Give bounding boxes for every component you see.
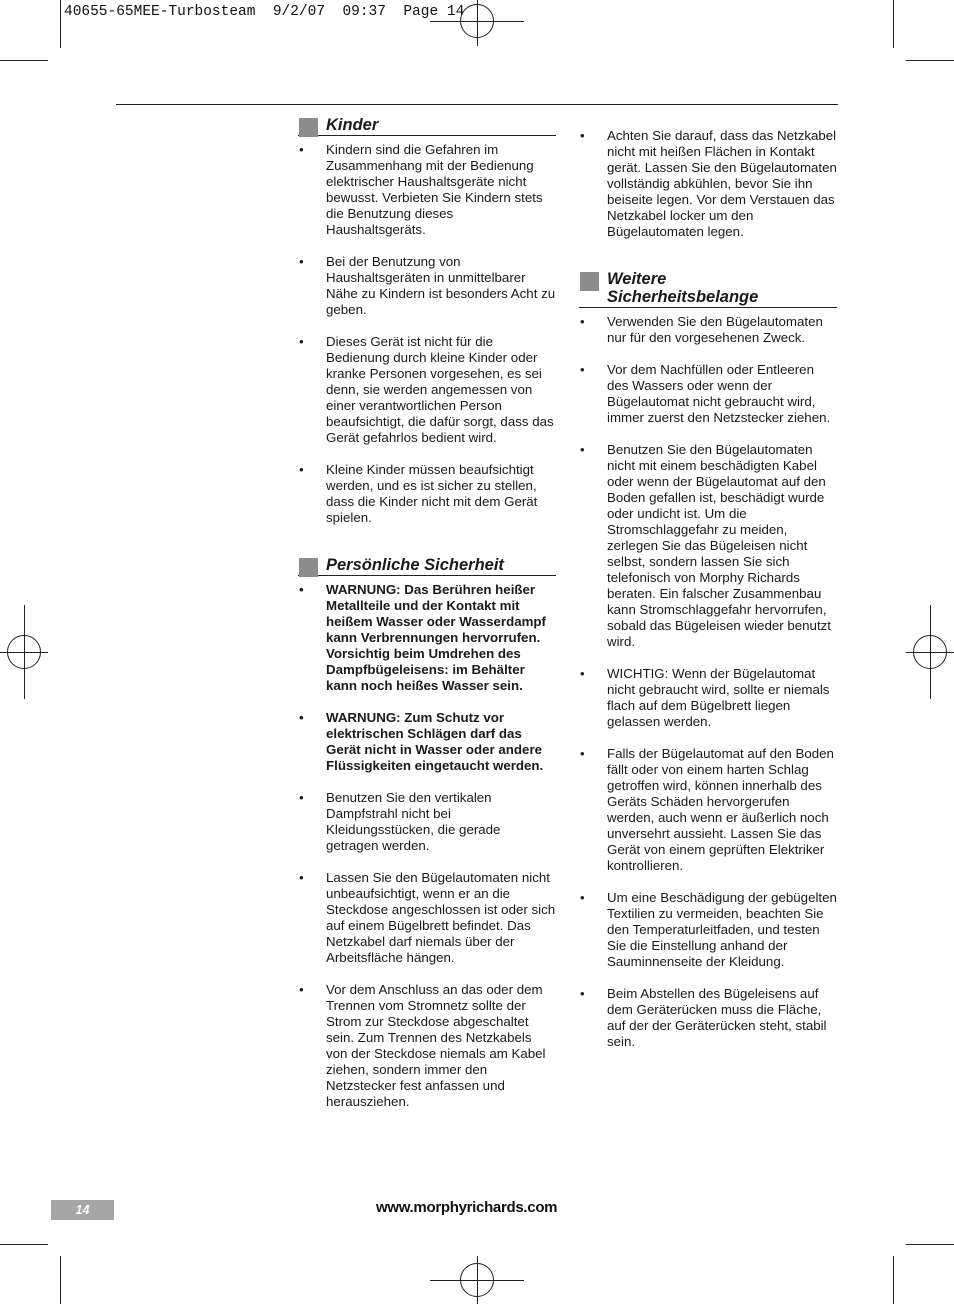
list-item: [298, 334, 556, 446]
item-text: Benutzen Sie den Bügelautomaten nicht mit einem beschädigten Kabel oder wenn der Bügelautomat auf den Boden gefallen ist, beschädigt wurde oder undicht ist. Um die Stromschlaggefahr zu meiden, zerlegen Sie das Bügeleisen nicht selbst, sondern lassen Sie sich telefonisch von Morphy Richards beraten. Ein falscher Zusammenbau kann Stromschlaggefahr hervorrufen, sobald das Bügeleisen wieder benutzt wird.: [607, 442, 831, 649]
crop-mark: [906, 1244, 954, 1245]
bullet-icon: •: [299, 790, 304, 805]
item-text: Achten Sie darauf, dass das Netzkabel nicht mit heißen Flächen in Kontakt gerät. Lassen Sie den Bügelautomaten vollständig abkühlen, bevor Sie ihn beiseite legen. Vor dem Verstauen das Netzkabel locker um den Bügelautomaten legen.: [607, 128, 837, 239]
list-item: [579, 362, 837, 426]
bullet-icon: •: [580, 362, 585, 377]
crop-mark: [60, 0, 61, 48]
item-text: Lassen Sie den Bügelautomaten nicht unbeaufsichtigt, wenn er an die Steckdose angeschlossen ist oder sich auf einem Bügelbrett befindet. Das Netzkabel darf niemals über der Arbeitsfläche hängen.: [326, 870, 556, 965]
item-text: Dieses Gerät ist nicht für die Bedienung durch kleine Kinder oder kranke Personen vorgesehen, es sei denn, sie werden angemessen von einer verantwortlichen Person beaufsichtigt, die dafür sorgt, dass das Gerät gefahrlos bedient wird.: [326, 334, 554, 445]
crop-mark: [893, 0, 894, 48]
section-heading-kinder: [298, 116, 556, 136]
item-text: Vor dem Anschluss an das oder dem Trennen vom Stromnetz sollte der Strom zur Steckdose abgeschaltet sein. Zum Trennen des Netzkabels von der Steckdose niemals am Kabel ziehen, sondern immer den Netzstecker fest anfassen und herausziehen.: [326, 982, 546, 1109]
website-url: www.morphyrichards.com: [376, 1199, 558, 1216]
list-item: [579, 890, 837, 970]
crop-mark: [0, 60, 48, 61]
item-text: WARNUNG: Zum Schutz vor elektrischen Schlägen darf das Gerät nicht in Wasser oder andere Flüssigkeiten eingetaucht werden.: [326, 710, 544, 773]
bullet-icon: •: [580, 986, 585, 1001]
list-item: [579, 746, 837, 874]
list-item: [298, 982, 556, 1110]
bullet-icon: •: [299, 582, 304, 597]
bullet-icon: •: [299, 462, 304, 477]
warning-item: [298, 582, 556, 694]
bullet-icon: •: [299, 982, 304, 997]
heading-text: Kinder: [326, 116, 379, 134]
bullet-icon: •: [299, 870, 304, 885]
registration-line: [477, 0, 478, 46]
bullet-icon: •: [580, 746, 585, 761]
list-item: [298, 254, 556, 318]
list-item: [579, 666, 837, 730]
item-text: Benutzen Sie den vertikalen Dampfstrahl nicht bei Kleidungsstücken, die gerade getragen werden.: [326, 790, 501, 853]
registration-line: [477, 1256, 478, 1304]
crop-mark: [0, 1244, 48, 1245]
list-item: [579, 128, 837, 240]
crop-mark: [893, 1256, 894, 1304]
left-column: [298, 116, 556, 1110]
bullet-icon: •: [580, 442, 585, 457]
list-item: [579, 314, 837, 346]
item-text: WICHTIG: Wenn der Bügelautomat nicht gebraucht wird, sollte er niemals flach auf dem Bügelbrett liegen gelassen werden.: [607, 666, 830, 729]
heading-marker: [299, 558, 318, 577]
bullet-icon: •: [580, 314, 585, 329]
page-number: 14: [51, 1200, 114, 1220]
section-heading-weitere-sicherheitsbelange: [579, 270, 837, 308]
bullet-icon: •: [299, 710, 304, 725]
crop-mark: [60, 1256, 61, 1304]
list-item: [298, 790, 556, 854]
heading-marker: [299, 118, 318, 137]
warning-item: [298, 710, 556, 774]
item-text: WARNUNG: Das Berühren heißer Metallteile und der Kontakt mit heißem Wasser oder Wasserdampf kann Verbrennungen hervorrufen. Vorsichtig beim Umdrehen des Dampfbügeleisens: im Behälter kann noch heißes Wasser sein.: [326, 582, 546, 693]
item-text: Vor dem Nachfüllen oder Entleeren des Wassers oder wenn der Bügelautomat nicht gebraucht wird, immer zuerst den Netzstecker ziehen.: [607, 362, 831, 425]
item-text: Verwenden Sie den Bügelautomaten nur für den vorgesehenen Zweck.: [607, 314, 823, 345]
crop-mark: [906, 60, 954, 61]
item-text: Um eine Beschädigung der gebügelten Textilien zu vermeiden, beachten Sie den Temperaturleitfaden, und testen Sie die Einstellung anhand der Sauminnenseite der Kleidung.: [607, 890, 837, 969]
registration-line: [24, 605, 25, 699]
print-slug: 40655-65MEE-Turbosteam 9/2/07 09:37 Page 14: [64, 4, 465, 20]
heading-text-line2: Sicherheitsbelange: [607, 288, 759, 306]
list-item: [579, 442, 837, 650]
heading-marker: [580, 272, 599, 291]
bullet-icon: •: [299, 254, 304, 269]
bullet-icon: •: [580, 890, 585, 905]
item-text: Beim Abstellen des Bügeleisens auf dem Geräterücken muss die Fläche, auf der der Geräterücken steht, stabil sein.: [607, 986, 827, 1049]
heading-text-line1: Weitere: [607, 270, 667, 288]
item-text: Kindern sind die Gefahren im Zusammenhang mit der Bedienung elektrischer Haushaltsgeräte nicht bewusst. Verbieten Sie Kindern stets die Benutzung dieses Haushaltsgeräts.: [326, 142, 543, 237]
bullet-icon: •: [580, 666, 585, 681]
heading-text: Persönliche Sicherheit: [326, 556, 504, 574]
registration-line: [930, 605, 931, 699]
list-item: [298, 462, 556, 526]
header-rule: [116, 104, 838, 105]
item-text: Kleine Kinder müssen beaufsichtigt werden, und es ist sicher zu stellen, dass die Kinder nicht mit dem Gerät spielen.: [326, 462, 538, 525]
right-column: [579, 128, 837, 1050]
item-text: Falls der Bügelautomat auf den Boden fällt oder von einem harten Schlag getroffen wird, können innerhalb des Geräts Schäden hervorgerufen werden, auch wenn er äußerlich noch unversehrt aussieht. Lassen Sie das Gerät von einem geprüften Elektriker kontrollieren.: [607, 746, 834, 873]
list-item: [579, 986, 837, 1050]
bullet-icon: •: [580, 128, 585, 143]
bullet-icon: •: [299, 142, 304, 157]
item-text: Bei der Benutzung von Haushaltsgeräten in unmittelbarer Nähe zu Kindern ist besonders Acht zu geben.: [326, 254, 556, 317]
list-item: [298, 142, 556, 238]
bullet-icon: •: [299, 334, 304, 349]
list-item: [298, 870, 556, 966]
section-heading-persoenliche-sicherheit: [298, 556, 556, 576]
